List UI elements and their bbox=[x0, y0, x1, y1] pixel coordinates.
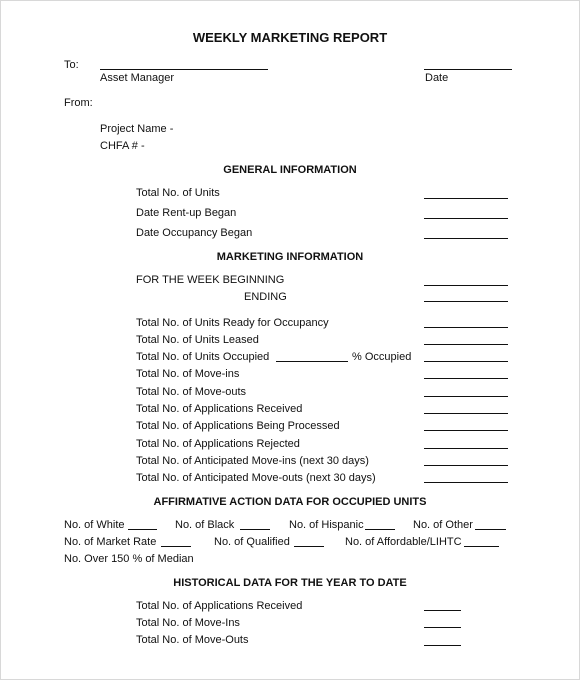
market-rate-label: No. of Market Rate bbox=[64, 536, 157, 548]
list-item: Total No. of Move-Outs bbox=[136, 634, 249, 646]
ending-line[interactable] bbox=[424, 301, 508, 302]
rent-up-date-line[interactable] bbox=[424, 218, 508, 219]
ending-label: ENDING bbox=[244, 291, 287, 303]
percent-occupied-line[interactable] bbox=[424, 361, 508, 362]
total-units-line[interactable] bbox=[424, 198, 508, 199]
white-label: No. of White bbox=[64, 519, 125, 531]
date-line[interactable] bbox=[424, 69, 512, 70]
list-item: Date Rent-up Began bbox=[136, 207, 237, 219]
answer-line[interactable] bbox=[424, 645, 461, 646]
list-item: Total No. of Move-Ins bbox=[136, 617, 240, 629]
other-line[interactable] bbox=[475, 529, 506, 530]
list-item: Date Occupancy Began bbox=[136, 227, 253, 239]
affirmative-action-heading: AFFIRMATIVE ACTION DATA FOR OCCUPIED UNITS bbox=[153, 496, 427, 508]
to-label: To: bbox=[64, 59, 79, 71]
week-beginning-line[interactable] bbox=[424, 285, 508, 286]
answer-line[interactable] bbox=[424, 627, 461, 628]
marketing-information-heading: MARKETING INFORMATION bbox=[216, 251, 364, 263]
historical-data-heading: HISTORICAL DATA FOR THE YEAR TO DATE bbox=[173, 577, 407, 589]
list-item: Total No. of Units bbox=[136, 187, 220, 199]
list-item: Total No. of Move-ins bbox=[136, 368, 240, 380]
answer-line[interactable] bbox=[424, 482, 508, 483]
hispanic-line[interactable] bbox=[365, 529, 395, 530]
affordable-label: No. of Affordable/LIHTC bbox=[345, 536, 462, 548]
over-median-label: No. Over 150 % of Median bbox=[64, 553, 194, 565]
asset-manager-label: Asset Manager bbox=[100, 72, 174, 84]
answer-line[interactable] bbox=[424, 448, 508, 449]
answer-line[interactable] bbox=[424, 465, 508, 466]
list-item: Total No. of Units Ready for Occupancy bbox=[136, 317, 329, 329]
white-line[interactable] bbox=[128, 529, 157, 530]
occupancy-date-line[interactable] bbox=[424, 238, 508, 239]
units-occupied-line[interactable] bbox=[276, 361, 348, 362]
answer-line[interactable] bbox=[424, 378, 508, 379]
list-item: Total No. of Applications Rejected bbox=[136, 438, 300, 450]
hispanic-label: No. of Hispanic bbox=[289, 519, 364, 531]
affordable-line[interactable] bbox=[464, 546, 499, 547]
qualified-label: No. of Qualified bbox=[214, 536, 290, 548]
black-line[interactable] bbox=[240, 529, 270, 530]
list-item: Total No. of Applications Received bbox=[136, 403, 303, 415]
qualified-line[interactable] bbox=[294, 546, 324, 547]
answer-line[interactable] bbox=[424, 413, 508, 414]
list-item: Total No. of Units Leased bbox=[136, 334, 259, 346]
market-rate-line[interactable] bbox=[161, 546, 191, 547]
general-information-heading: GENERAL INFORMATION bbox=[223, 164, 357, 176]
list-item: Total No. of Anticipated Move-outs (next 30 days) bbox=[136, 472, 376, 484]
page-title: WEEKLY MARKETING REPORT bbox=[192, 30, 388, 45]
chfa-label: CHFA # - bbox=[100, 140, 145, 152]
black-label: No. of Black bbox=[175, 519, 235, 531]
answer-line[interactable] bbox=[424, 430, 508, 431]
answer-line[interactable] bbox=[424, 327, 508, 328]
from-label: From: bbox=[64, 97, 93, 109]
week-beginning-label: FOR THE WEEK BEGINNING bbox=[136, 274, 285, 286]
project-name-label: Project Name - bbox=[100, 123, 174, 135]
answer-line[interactable] bbox=[424, 610, 461, 611]
other-label: No. of Other bbox=[413, 519, 473, 531]
answer-line[interactable] bbox=[424, 344, 508, 345]
list-item: Total No. of Units Occupied bbox=[136, 351, 270, 363]
percent-occupied-label: % Occupied bbox=[352, 351, 412, 363]
list-item: Total No. of Move-outs bbox=[136, 386, 247, 398]
to-line[interactable] bbox=[100, 69, 268, 70]
list-item: Total No. of Applications Received bbox=[136, 600, 303, 612]
answer-line[interactable] bbox=[424, 396, 508, 397]
date-label: Date bbox=[425, 72, 449, 84]
list-item: Total No. of Anticipated Move-ins (next 30 days) bbox=[136, 455, 369, 467]
list-item: Total No. of Applications Being Processed bbox=[136, 420, 340, 432]
